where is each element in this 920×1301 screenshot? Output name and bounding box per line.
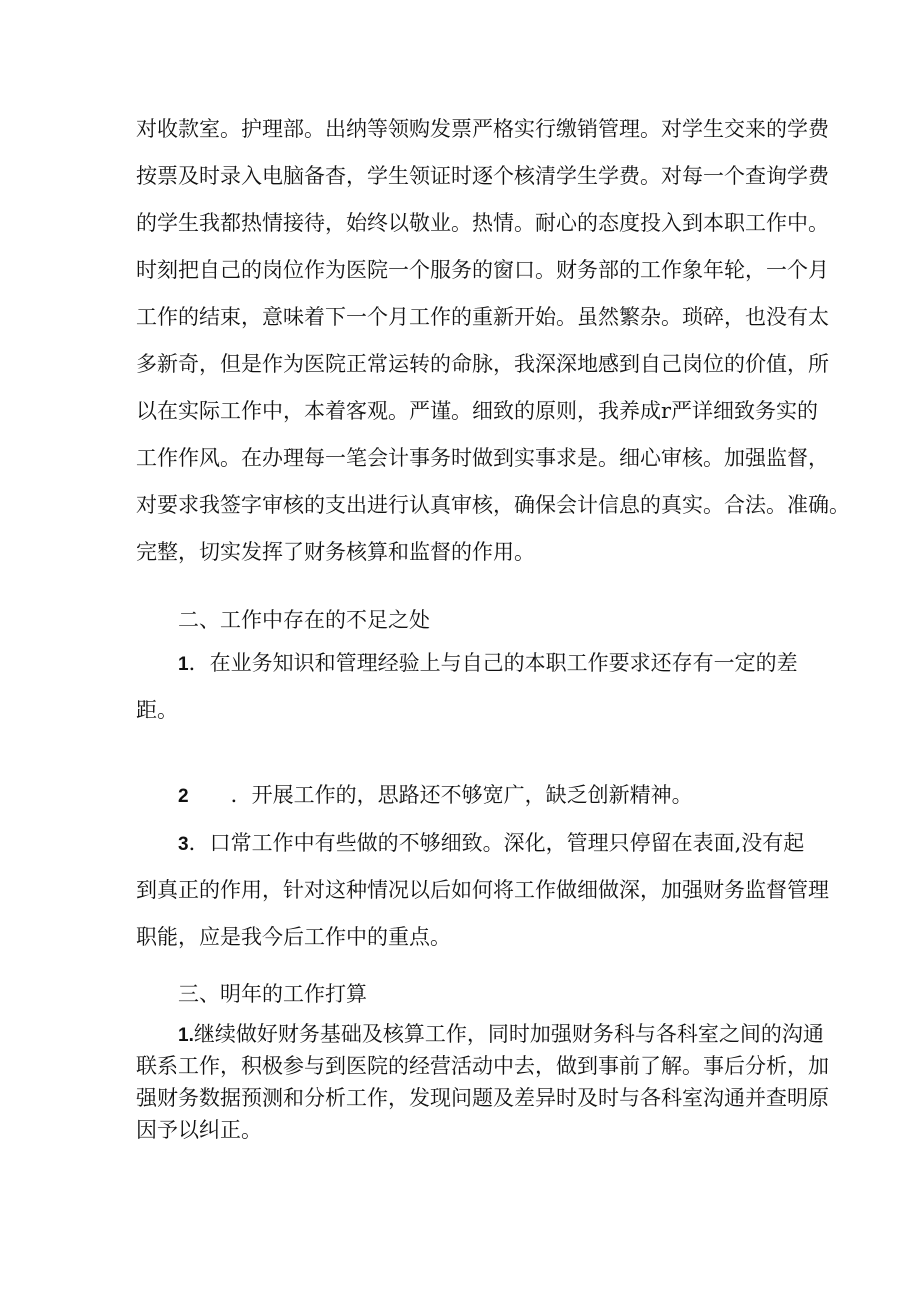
text-line: 按票及时录入电脑备杳，学生领证时逐个核清学生学费。对每一个查询学费 (136, 164, 829, 188)
item-number: 1. (178, 1025, 194, 1046)
text-line: 工作作风。在办理每一笔会计事务时做到实事求是。细心审核。加强监督， (136, 446, 829, 470)
list-item-line: 因予以纠正。 (136, 1118, 262, 1142)
item-number: 3 (178, 834, 189, 855)
text-line: 的学生我都热情接待，始终以敬业。热情。耐心的态度投入到本职工作中。 (136, 211, 829, 235)
item-number: 1 (178, 654, 189, 675)
list-item-line (136, 820, 805, 867)
list-item-line: 距。 (136, 698, 178, 722)
item-text: ．在业务知识和管理经验上与自己的本职工作要求还存有一定的差 (188, 651, 798, 675)
text-line: 工作的结束，意味着下一个月工作的重新开始。虽然繁杂。琐碎，也没有太 (136, 305, 829, 329)
text-line: 时刻把自己的岗位作为医院一个服务的窗口。财务部的工作象年轮，一个月 (136, 258, 829, 282)
list-item-line (136, 640, 800, 687)
section-2-item-1 (136, 640, 800, 734)
section-2-heading-block (136, 597, 800, 644)
list-item-line: 到真正的作用，针对这种情况以后如何将工作做细做深，加强财务监督管理 (136, 878, 829, 902)
text-line: 对收款室。护理部。出纳等领购发票严格实行缴销管理。对学生交来的学费 (136, 117, 829, 141)
list-item-line: 联系工作，积极参与到医院的经营活动中去，做到事前了解。事后分析，加 (136, 1054, 829, 1078)
section-heading: 二、工作中存在的不足之处 (178, 608, 430, 632)
text-line: 对要求我签字审核的支出进行认真审核，确保会计信息的真实。合法。准确。 (136, 493, 850, 517)
section-3-item-1 (136, 1018, 829, 1146)
list-item-line (136, 772, 800, 819)
section-2-item-2 (136, 772, 800, 819)
text-line: 多新奇，但是作为医院正常运转的命脉，我深深地感到自己岗位的价值，所 (136, 352, 829, 376)
item-text: ．开展工作的，思路还不够宽广，缺乏创新精神。 (230, 783, 693, 807)
item-text: 继续做好财务基础及核算工作，同时加强财务科与各科室之间的沟通 (193, 1022, 824, 1046)
section-2-item-3 (136, 820, 829, 961)
item-text: ．口常工作中有些做的不够细致。深化，管理只停留在表面,没有起 (188, 831, 805, 855)
text-line: 以在实际工作中，本着客观。严谨。细致的原则，我养成r严详细致务实的 (136, 399, 819, 423)
section-heading: 三、明年的工作打算 (178, 982, 367, 1006)
section-3-heading-block (136, 971, 800, 1018)
text-line: 完整，切实发挥了财务核算和监督的作用。 (136, 540, 535, 564)
item-number: 2 (178, 786, 189, 807)
list-item-line (136, 1018, 824, 1050)
list-item-line: 职能，应是我今后工作中的重点。 (136, 925, 451, 949)
list-item-line: 强财务数据预测和分析工作，发现问题及差异时及时与各科室沟通并查明原 (136, 1086, 829, 1110)
paragraph-1 (136, 106, 850, 576)
